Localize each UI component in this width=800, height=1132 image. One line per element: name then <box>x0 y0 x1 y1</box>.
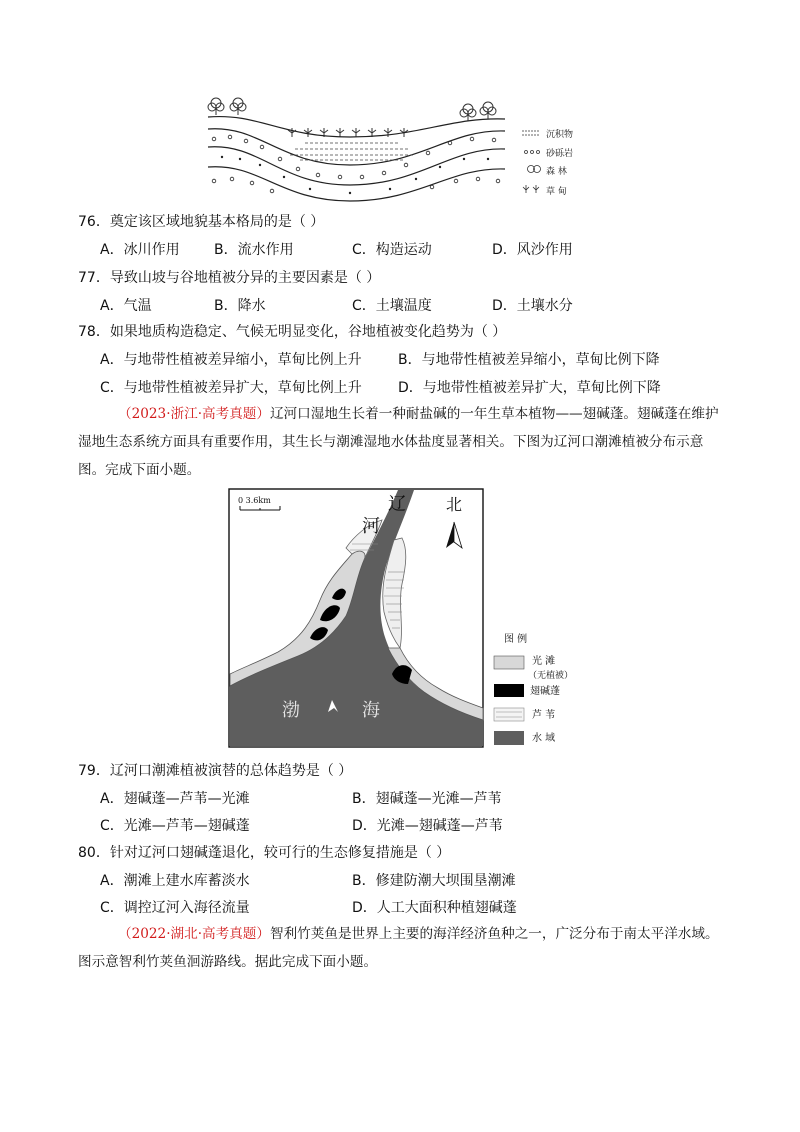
intro1-line3: 图。完成下面小题。 <box>78 462 201 478</box>
legend-swatch-water <box>494 731 524 745</box>
label-north: 北 <box>446 495 463 514</box>
legend-sediment: 沉积物 <box>546 130 574 140</box>
intro-2022-line1 <box>118 920 719 948</box>
legend-no-vegetation: （无植被） <box>528 671 574 681</box>
meadow-icon <box>288 128 408 137</box>
legend-water: 水 域 <box>532 733 556 744</box>
q77-option-c[interactable]: C．土壤温度 <box>352 298 432 314</box>
q79-option-a[interactable]: A．翅碱蓬—芦苇—光滩 <box>100 791 250 807</box>
sediment-pattern <box>290 143 415 160</box>
intro2-line2: 图示意智利竹荚鱼洄游路线。据此完成下面小题。 <box>78 954 378 970</box>
map-legend-title: 图 例 <box>504 634 528 645</box>
q79-option-d[interactable]: D．光滩—翅碱蓬—芦苇 <box>352 818 503 834</box>
terrain-cross-section-figure <box>200 95 620 205</box>
q79-option-b[interactable]: B．翅碱蓬—光滩—芦苇 <box>352 791 502 807</box>
question-79-stem: 79．辽河口潮滩植被演替的总体趋势是（ ） <box>78 763 353 779</box>
question-76-stem: 76．奠定该区域地貌基本格局的是（ ） <box>78 214 325 230</box>
q80-option-d[interactable]: D．人工大面积种植翅碱蓬 <box>352 900 517 916</box>
scale-label: 0 3.6km <box>238 496 271 505</box>
intro-2023-line1 <box>118 400 728 428</box>
q78-option-c[interactable]: C．与地带性植被差异扩大，草甸比例上升 <box>100 380 362 396</box>
source-tag-2022: （2022·湖北·高考真题） <box>118 926 270 942</box>
legend-meadow: 草 甸 <box>546 187 567 197</box>
q77-option-b[interactable]: B．降水 <box>214 298 266 314</box>
legend-reed: 芦 苇 <box>532 710 556 721</box>
legend-swatch-bare <box>494 656 524 669</box>
legend-swatch-suaeda <box>494 684 524 697</box>
question-80-stem: 80．针对辽河口翅碱蓬退化，较可行的生态修复措施是（ ） <box>78 845 451 861</box>
intro1-line1-text: 辽河口湿地生长着一种耐盐碱的一年生草本植物——翅碱蓬。翅碱蓬在维护 <box>270 406 719 422</box>
q77-option-d[interactable]: D．土壤水分 <box>492 298 573 314</box>
q79-option-c[interactable]: C．光滩—芦苇—翅碱蓬 <box>100 818 250 834</box>
forest-left-icon <box>208 98 246 115</box>
legend-forest: 森 林 <box>546 167 567 177</box>
question-78-stem: 78．如果地质构造稳定、气候无明显变化，谷地植被变化趋势为（ ） <box>78 324 507 340</box>
legend-suaeda: 翅碱蓬 <box>530 686 560 697</box>
q78-option-b[interactable]: B．与地带性植被差异缩小，草甸比例下降 <box>398 352 660 368</box>
legend-swatch-reed <box>494 708 524 721</box>
sandstone-fill-dots <box>221 156 489 194</box>
label-bo: 渤 <box>282 700 300 721</box>
forest-right-icon <box>460 102 496 121</box>
liaohe-estuary-map <box>228 488 588 750</box>
q80-option-a[interactable]: A．潮滩上建水库蓄淡水 <box>100 873 250 889</box>
q78-option-a[interactable]: A．与地带性植被差异缩小，草甸比例上升 <box>100 352 362 368</box>
figure1-legend-symbols <box>522 131 541 193</box>
q77-option-a[interactable]: A．气温 <box>100 298 152 314</box>
label-hai: 海 <box>362 700 380 721</box>
intro2-line1-text: 智利竹荚鱼是世界上主要的海洋经济鱼种之一，广泛分布于南太平洋水域。 <box>270 926 719 942</box>
label-he: 河 <box>362 516 380 537</box>
q78-option-d[interactable]: D．与地带性植被差异扩大，草甸比例下降 <box>398 380 661 396</box>
q76-option-a[interactable]: A．冰川作用 <box>100 242 180 258</box>
q80-option-b[interactable]: B．修建防潮大坝围垦潮滩 <box>352 873 516 889</box>
q80-option-c[interactable]: C．调控辽河入海径流量 <box>100 900 250 916</box>
question-77-stem: 77．导致山坡与谷地植被分异的主要因素是（ ） <box>78 270 381 286</box>
q76-option-b[interactable]: B．流水作用 <box>214 242 294 258</box>
sandstone-pattern <box>212 135 500 193</box>
legend-bare-flat: 光 滩 <box>532 656 556 667</box>
intro1-line2: 湿地生态系统方面具有重要作用，其生长与潮滩湿地水体盐度显著相关。下图为辽河口潮滩植被分布示意 <box>78 434 704 450</box>
label-liao: 辽 <box>388 494 406 515</box>
q76-option-c[interactable]: C．构造运动 <box>352 242 432 258</box>
legend-sandstone: 砂砾岩 <box>546 149 574 159</box>
source-tag-2023: （2023·浙江·高考真题） <box>118 406 270 422</box>
q76-option-d[interactable]: D．风沙作用 <box>492 242 573 258</box>
